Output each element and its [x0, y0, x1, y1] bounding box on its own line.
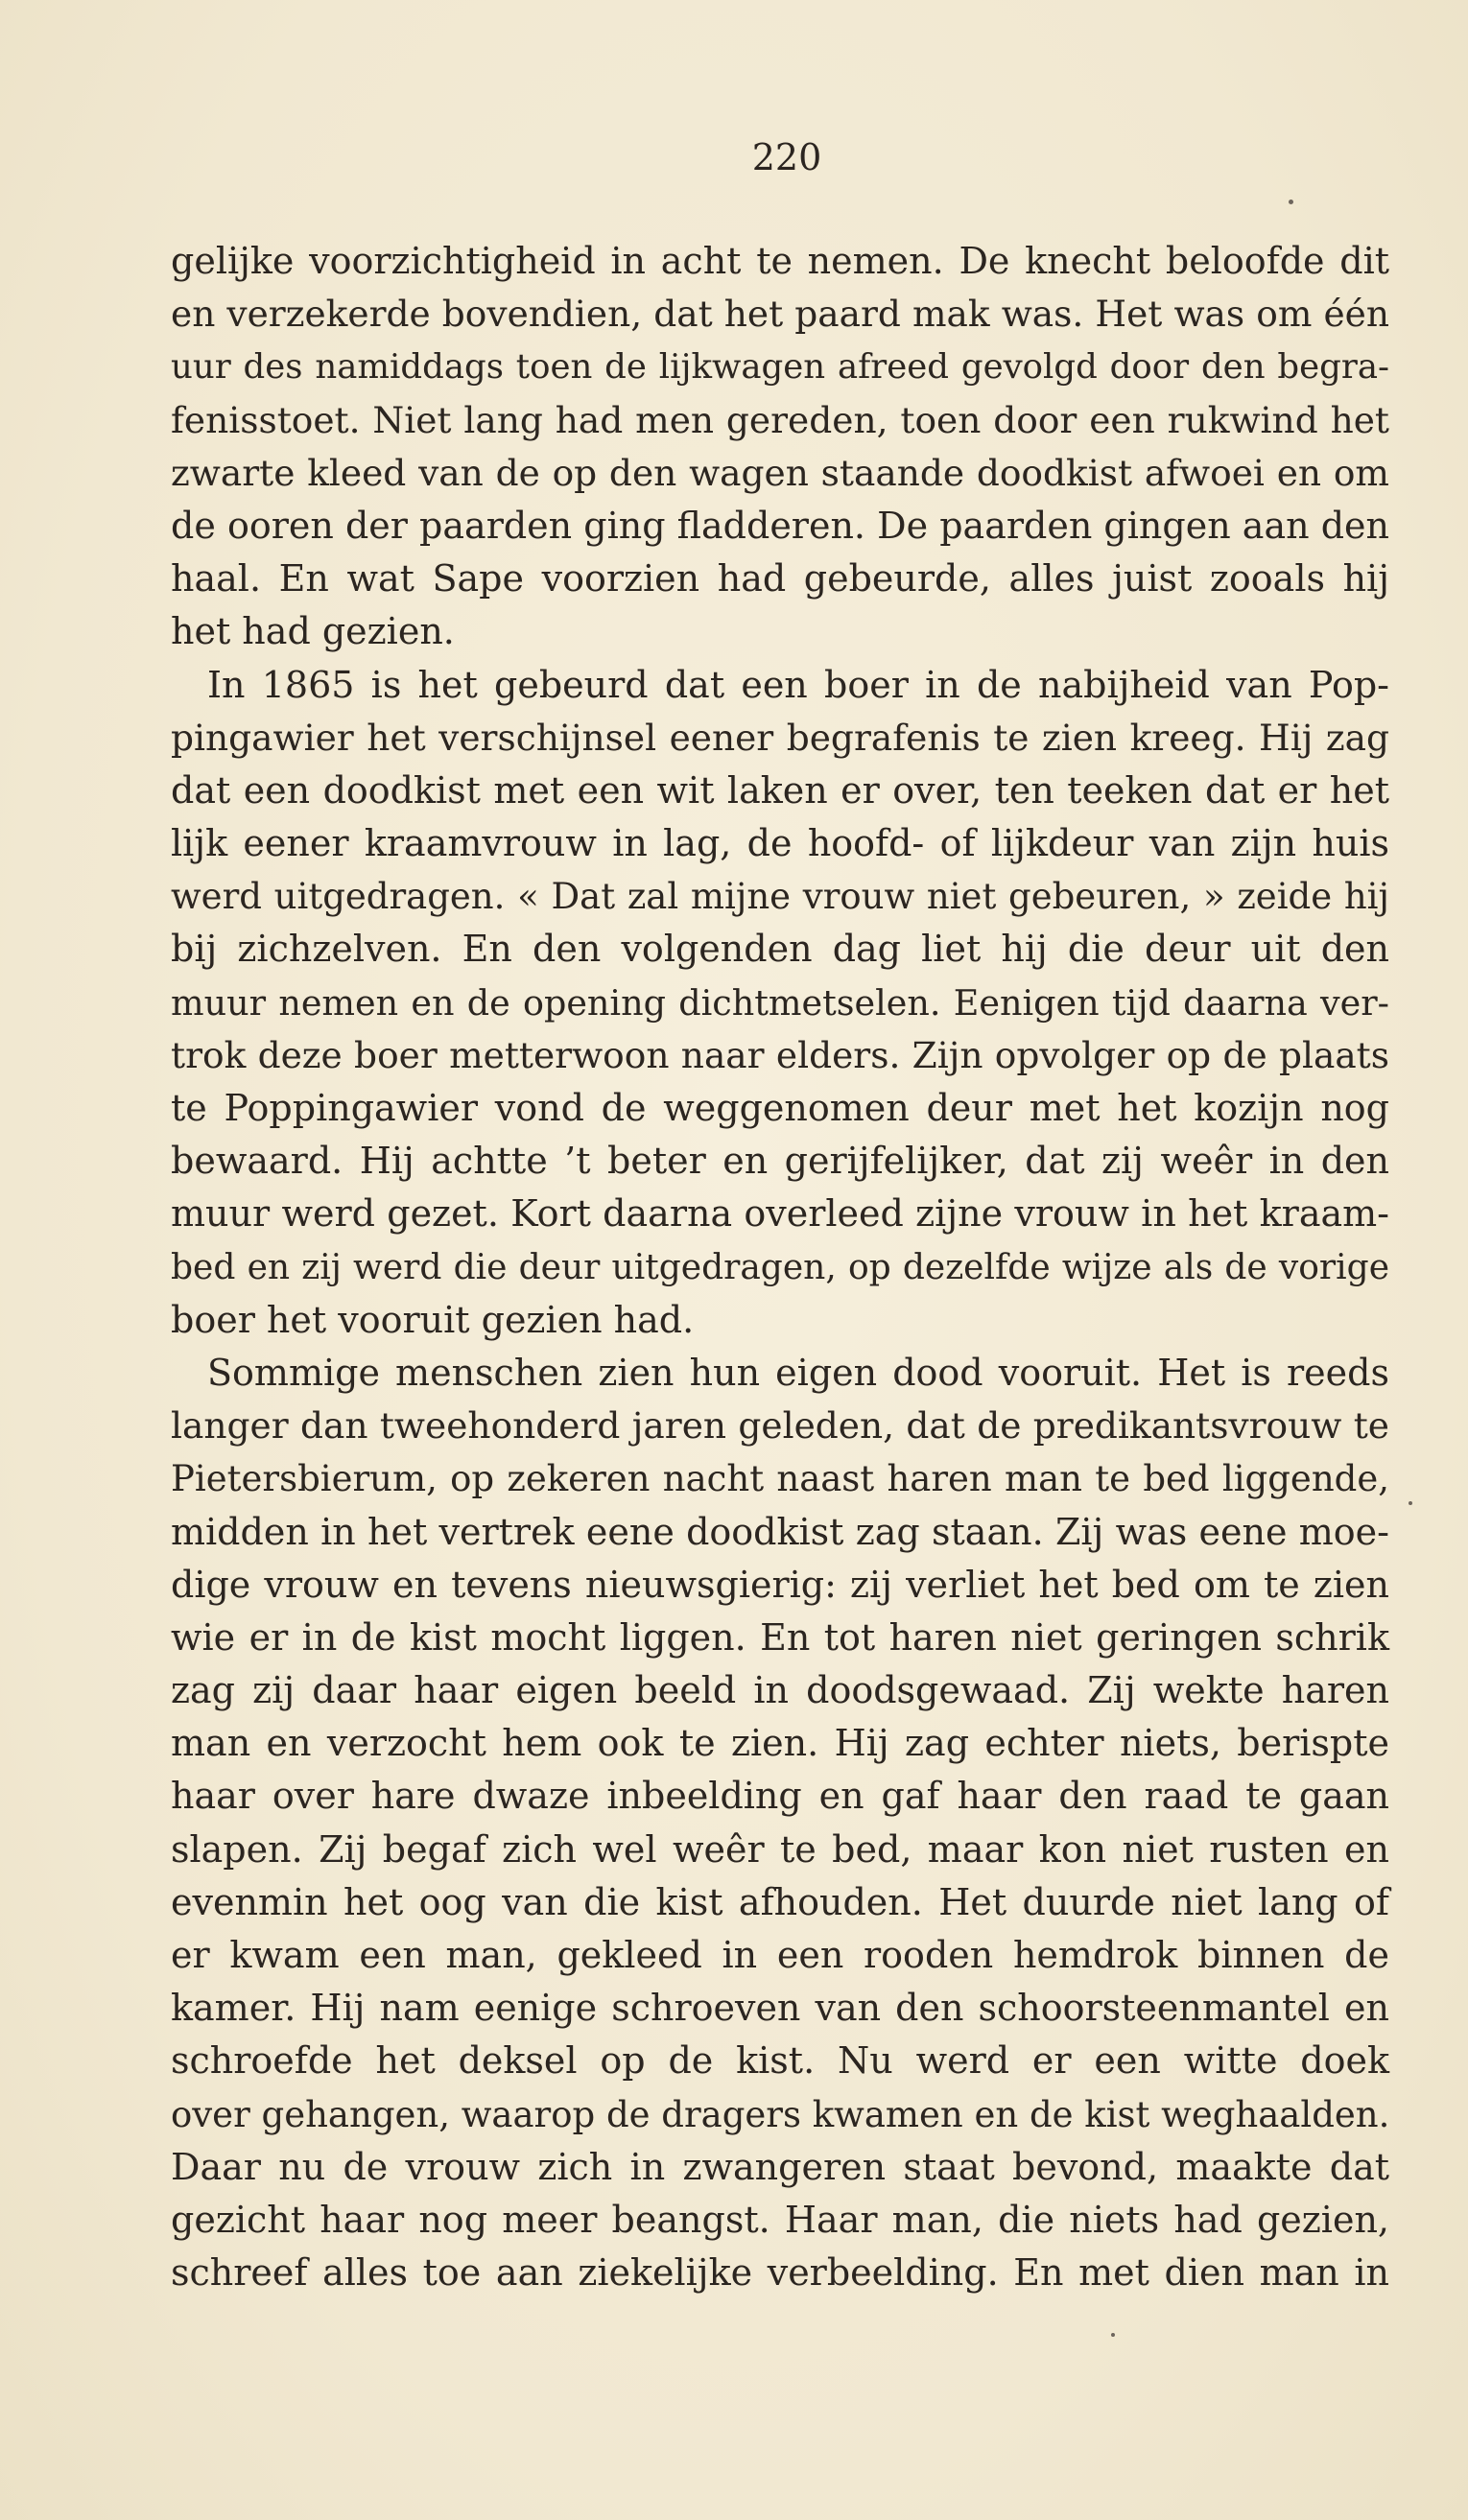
print-speck	[1409, 1501, 1412, 1505]
text-line: bij zichzelven. En den volgenden dag liet hij die deur uit den	[171, 928, 1389, 971]
text-line: gezicht haar nog meer beangst. Haar man, die niets had gezien,	[171, 2198, 1389, 2241]
text-line: haar over hare dwaze inbeelding en gaf haar den raad te gaan	[171, 1775, 1389, 1818]
text-line: evenmin het oog van die kist afhouden. Het duurde niet lang of	[171, 1880, 1389, 1923]
text-line: pingawier het verschijnsel eener begrafenis te zien kreeg. Hij zag	[171, 716, 1389, 759]
text-line: boer het vooruit gezien had.	[171, 1298, 695, 1341]
page-number: 220	[751, 136, 822, 178]
text-line: fenisstoet. Niet lang had men gereden, toen door een rukwind het	[171, 398, 1389, 441]
body-text	[171, 235, 1389, 2299]
text-line: zag zij daar haar eigen beeld in doodsgewaad. Zij wekte haren	[171, 1669, 1389, 1712]
text-line: over gehangen, waarop de dragers kwamen en de kist weghaalden.	[171, 2093, 1390, 2135]
text-line: en verzekerde bovendien, dat het paard mak was. Het was om één	[171, 293, 1389, 336]
text-line: trok deze boer metterwoon naar elders. Zijn opvolger op de plaats	[171, 1033, 1389, 1076]
text-line: lijk eener kraamvrouw in lag, de hoofd- of lijkdeur van zijn huis	[171, 822, 1389, 865]
text-line: Daar nu de vrouw zich in zwangeren staat bevond, maakte dat	[171, 2145, 1389, 2188]
text-line: bewaard. Hij achtte ’t beter en gerijfelijker, dat zij weêr in den	[171, 1140, 1389, 1183]
text-line: dige vrouw en tevens nieuwsgierig: zij verliet het bed om te zien	[171, 1563, 1389, 1606]
text-line: haal. En wat Sape voorzien had gebeurde, alles juist zooals hij	[171, 557, 1389, 601]
text-line: midden in het vertrek eene doodkist zag staan. Zij was eene moe-	[171, 1510, 1389, 1553]
text-line: uur des namiddags toen de lijkwagen afreed gevolgd door den begra-	[171, 347, 1389, 388]
text-line: schreef alles toe aan ziekelijke verbeelding. En met dien man in	[171, 2251, 1389, 2295]
text-line: muur werd gezet. Kort daarna overleed zijne vrouw in het kraam-	[171, 1192, 1389, 1236]
text-line: bed en zij werd die deur uitgedragen, op dezelfde wijze als de vorige	[171, 1247, 1389, 1287]
text-line: werd uitgedragen. « Dat zal mijne vrouw niet gebeuren, » zeide hij	[171, 876, 1389, 918]
print-speck	[1289, 200, 1293, 204]
text-line: wie er in de kist mocht liggen. En tot haren niet geringen schrik	[171, 1615, 1389, 1659]
text-line: In 1865 is het gebeurd dat een boer in de nabijheid van Pop-	[207, 663, 1389, 706]
text-line: kamer. Hij nam eenige schroeven van den schoorsteenmantel en	[171, 1987, 1389, 2030]
text-line: man en verzocht hem ook te zien. Hij zag echter niets, berispte	[171, 1722, 1389, 1765]
text-line: langer dan tweehonderd jaren geleden, dat de predikantsvrouw te	[171, 1404, 1389, 1448]
print-speck	[1111, 2333, 1115, 2337]
text-line: schroefde het deksel op de kist. Nu werd er een witte doek	[171, 2039, 1389, 2083]
text-line: te Poppingawier vond de weggenomen deur met het kozijn nog	[171, 1087, 1389, 1129]
text-line: er kwam een man, gekleed in een rooden hemdrok binnen de	[171, 1934, 1389, 1976]
text-line: het had gezien.	[171, 610, 455, 653]
text-line: Sommige menschen zien hun eigen dood vooruit. Het is reeds	[207, 1351, 1389, 1394]
text-line: slapen. Zij begaf zich wel weêr te bed, maar kon niet rusten en	[171, 1827, 1389, 1871]
text-line: Pietersbierum, op zekeren nacht naast haren man te bed liggende,	[171, 1458, 1389, 1500]
text-line: zwarte kleed van de op den wagen staande doodkist afwoei en om	[171, 451, 1389, 494]
text-line: de ooren der paarden ging fladderen. De paarden gingen aan den	[171, 504, 1389, 547]
text-line: muur nemen en de opening dichtmetselen. Eenigen tijd daarna ver-	[171, 981, 1389, 1024]
text-line: gelijke voorzichtigheid in acht te nemen. De knecht beloofde dit	[171, 240, 1389, 282]
text-line: dat een doodkist met een wit laken er over, ten teeken dat er het	[171, 768, 1389, 812]
